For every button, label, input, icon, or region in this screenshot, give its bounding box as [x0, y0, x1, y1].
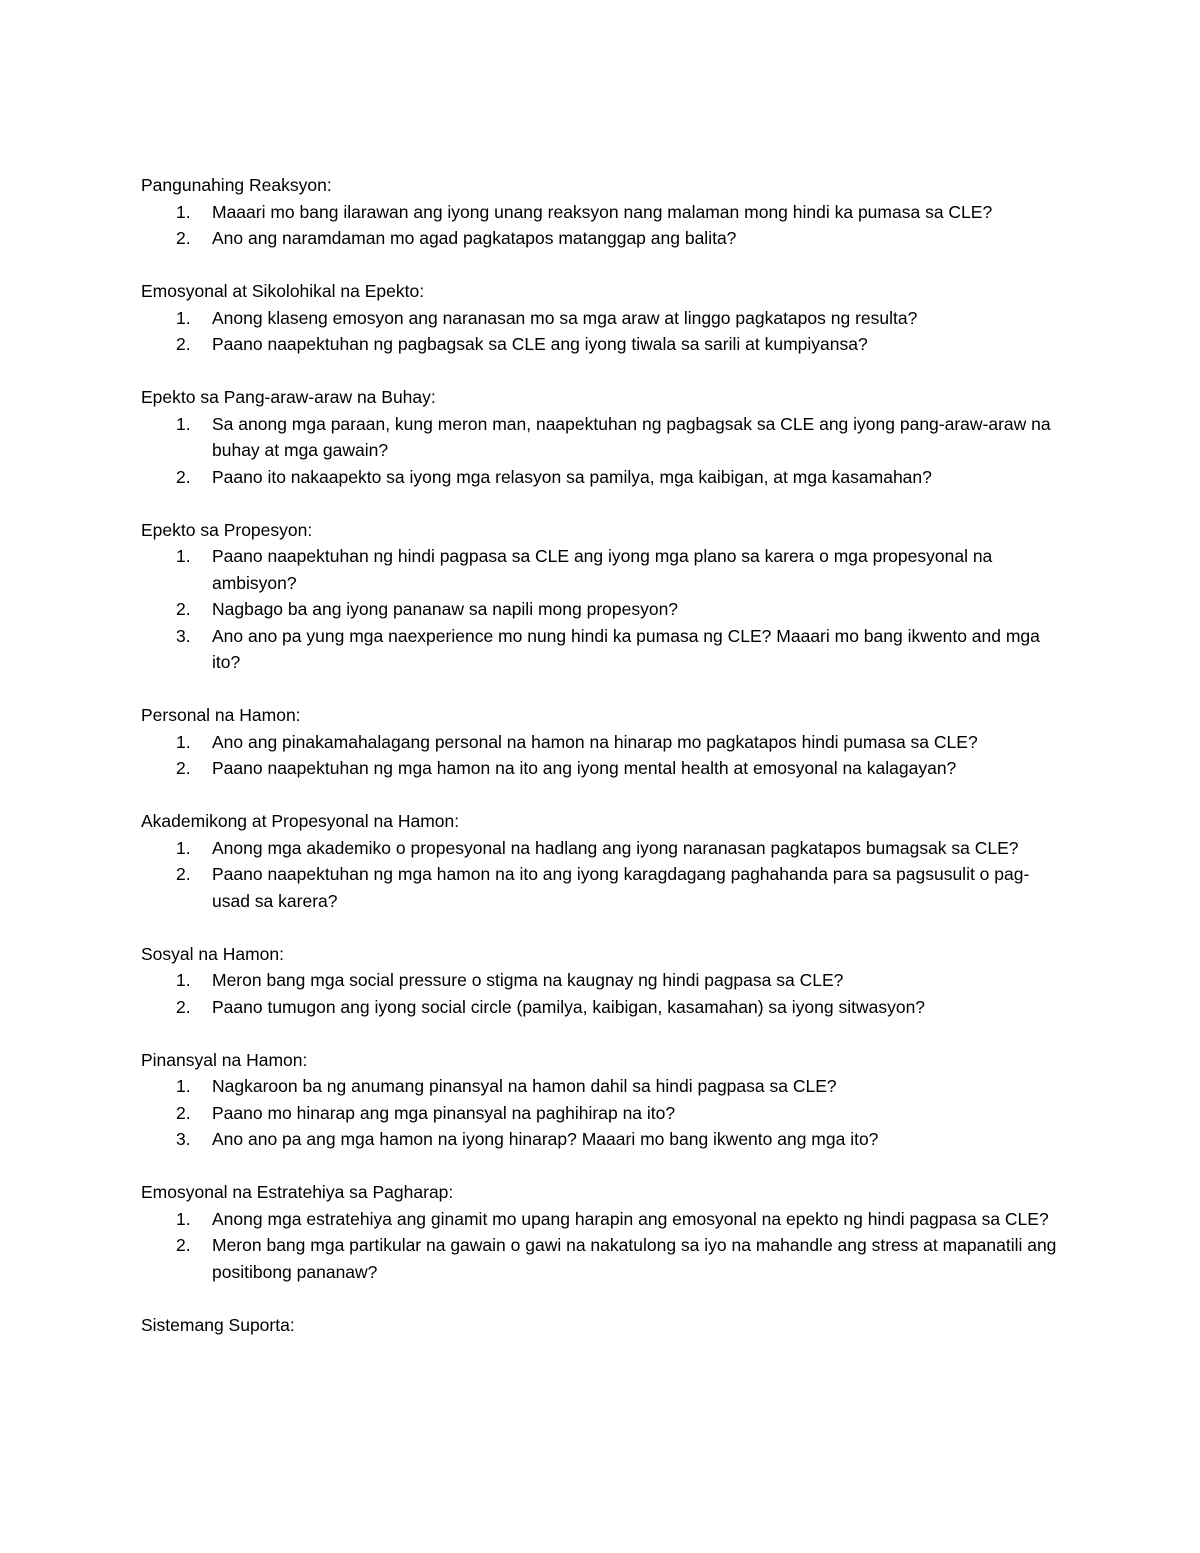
question-text: Anong mga estratehiya ang ginamit mo upang harapin ang emosyonal na epekto ng hindi pagpasa sa CLE?	[212, 1208, 1049, 1229]
section-heading: Epekto sa Propesyon:	[141, 519, 313, 540]
question-text: Meron bang mga partikular na gawain o gawi na nakatulong sa iyo na mahandle ang stress at mapanatili ang positibong pananaw?	[212, 1235, 1057, 1282]
section	[141, 172, 1061, 252]
question-list	[141, 1073, 1061, 1153]
question-text: Ano ang naramdaman mo agad pagkatapos matanggap ang balita?	[212, 228, 737, 248]
section-heading: Pangunahing Reaksyon:	[141, 175, 332, 195]
question-item	[141, 464, 1061, 491]
section-heading: Sosyal na Hamon:	[141, 943, 284, 964]
question-item	[141, 596, 1061, 623]
section-heading: Emosyonal na Estratehiya sa Pagharap:	[141, 1182, 454, 1202]
question-list	[141, 967, 1061, 1020]
section	[141, 517, 1061, 676]
section	[141, 1047, 1061, 1153]
question-list	[141, 305, 1061, 358]
document-page	[141, 172, 1061, 1365]
question-text: Ano ano pa ang mga hamon na iyong hinarap? Maaari mo bang ikwento ang mga ito?	[212, 1129, 879, 1149]
question-text: Paano mo hinarap ang mga pinansyal na paghihirap na ito?	[212, 1102, 676, 1123]
question-item	[141, 729, 1061, 756]
question-number: 1.	[176, 1208, 191, 1229]
question-number: 1.	[176, 413, 191, 434]
question-text: Meron bang mga social pressure o stigma na kaugnay ng hindi pagpasa sa CLE?	[212, 970, 844, 990]
question-number: 1.	[176, 970, 191, 990]
question-list	[141, 1206, 1061, 1286]
question-number: 1.	[176, 837, 191, 858]
question-item	[141, 331, 1061, 358]
section	[141, 941, 1061, 1021]
question-text: Paano naapektuhan ng pagbagsak sa CLE ang iyong tiwala sa sarili at kumpiyansa?	[212, 334, 868, 354]
question-text: Anong klaseng emosyon ang naranasan mo sa mga araw at linggo pagkatapos ng resulta?	[212, 307, 918, 328]
section	[141, 808, 1061, 914]
question-text: Maaari mo bang ilarawan ang iyong unang reaksyon nang malaman mong hindi ka pumasa sa CLE?	[212, 201, 993, 222]
question-text: Paano ito nakaapekto sa iyong mga relasyon sa pamilya, mga kaibigan, at mga kasamahan?	[212, 466, 932, 487]
question-item	[141, 623, 1061, 676]
question-list	[141, 835, 1061, 915]
question-item	[141, 1126, 1061, 1153]
question-item	[141, 305, 1061, 332]
question-list	[141, 543, 1061, 676]
section	[141, 1179, 1061, 1285]
question-item	[141, 225, 1061, 252]
question-number: 2.	[176, 334, 191, 354]
section-heading: Epekto sa Pang-araw-araw na Buhay:	[141, 387, 436, 407]
question-number: 2.	[176, 1235, 191, 1255]
question-text: Ano ang pinakamahalagang personal na hamon na hinarap mo pagkatapos hindi pumasa sa CLE?	[212, 731, 978, 752]
question-text: Nagkaroon ba ng anumang pinansyal na hamon dahil sa hindi pagpasa sa CLE?	[212, 1076, 837, 1096]
question-text: Ano ano pa yung mga naexperience mo nung hindi ka pumasa ng CLE? Maaari mo bang ikwento and mga ito?	[212, 625, 1040, 672]
question-text: Nagbago ba ang iyong pananaw sa napili mong propesyon?	[212, 599, 679, 619]
question-number: 1.	[176, 1076, 191, 1096]
question-text: Sa anong mga paraan, kung meron man, naapektuhan ng pagbagsak sa CLE ang iyong pang-araw-araw na buhay at mga gawain?	[212, 413, 1051, 460]
document-body	[141, 172, 1061, 1338]
question-number: 2.	[176, 228, 191, 248]
question-number: 1.	[176, 546, 191, 566]
question-number: 2.	[176, 996, 191, 1017]
section-heading: Sistemang Suporta:	[141, 1314, 295, 1335]
section-heading: Emosyonal at Sikolohikal na Epekto:	[141, 281, 425, 301]
question-item	[141, 967, 1061, 994]
section-heading: Pinansyal na Hamon:	[141, 1049, 308, 1070]
question-item	[141, 1100, 1061, 1127]
question-item	[141, 199, 1061, 226]
question-text: Paano naapektuhan ng hindi pagpasa sa CLE ang iyong mga plano sa karera o mga propesyonal na ambisyon?	[212, 546, 993, 593]
question-text: Anong mga akademiko o propesyonal na hadlang ang iyong naranasan pagkatapos bumagsak sa CLE?	[212, 837, 1019, 858]
question-number: 2.	[176, 1102, 191, 1123]
question-item	[141, 994, 1061, 1021]
question-text: Paano naapektuhan ng mga hamon na ito ang iyong karagdagang paghahanda para sa pagsusulit o pag-usad sa karera?	[212, 864, 1030, 911]
question-item	[141, 543, 1061, 596]
question-number: 2.	[176, 466, 191, 487]
question-item	[141, 861, 1061, 914]
section	[141, 384, 1061, 490]
question-number: 2.	[176, 758, 191, 778]
question-item	[141, 1206, 1061, 1233]
question-number: 1.	[176, 731, 191, 752]
question-list	[141, 411, 1061, 491]
question-number: 2.	[176, 599, 191, 619]
question-text: Paano tumugon ang iyong social circle (pamilya, kaibigan, kasamahan) sa iyong sitwasyon?	[212, 996, 926, 1017]
section	[141, 702, 1061, 782]
question-number: 1.	[176, 307, 191, 328]
question-item	[141, 835, 1061, 862]
section	[141, 278, 1061, 358]
question-number: 3.	[176, 1129, 191, 1149]
question-item	[141, 755, 1061, 782]
question-text: Paano naapektuhan ng mga hamon na ito ang iyong mental health at emosyonal na kalagayan?	[212, 758, 957, 778]
section	[141, 1312, 1061, 1339]
question-number: 3.	[176, 625, 191, 646]
section-heading: Akademikong at Propesyonal na Hamon:	[141, 811, 460, 831]
question-item	[141, 411, 1061, 464]
question-number: 1.	[176, 201, 191, 222]
section-heading: Personal na Hamon:	[141, 705, 301, 725]
question-list	[141, 199, 1061, 252]
question-list	[141, 729, 1061, 782]
question-number: 2.	[176, 864, 191, 884]
question-item	[141, 1232, 1061, 1285]
question-item	[141, 1073, 1061, 1100]
